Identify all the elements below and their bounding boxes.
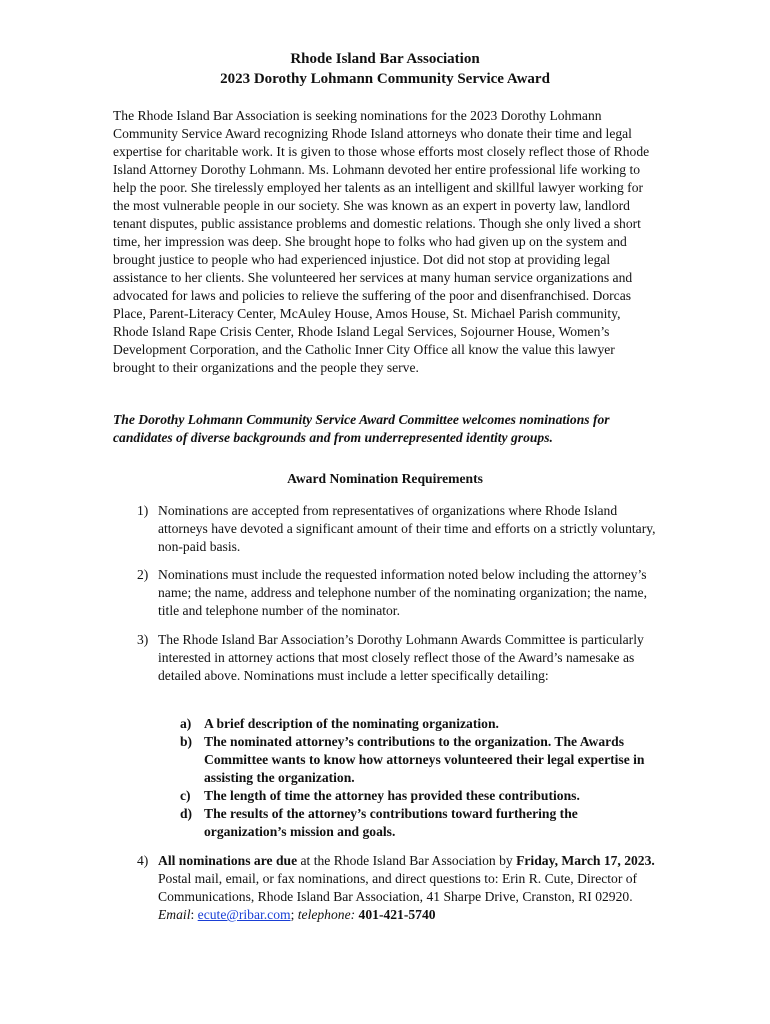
subitem-text: The nominated attorney’s contributions to the organization. The Awards Committee wants to know how attorneys volunteered their legal expertise in assisting the organization.: [204, 734, 645, 785]
due-text-a: at the Rhode Island Bar Association by: [297, 853, 517, 868]
subitem-text: The results of the attorney’s contributions toward furthering the organization’s mission and goals.: [204, 806, 578, 839]
due-date: Friday, March 17, 2023.: [516, 853, 655, 868]
org-title: Rhode Island Bar Association: [290, 51, 480, 67]
due-text-b: Postal mail, email, or fax nominations, and direct questions to: Erin R. Cute, Director of Communications, Rhode Island Bar Association, 41 Sharpe Drive, Cranston, RI 02920.: [158, 871, 638, 904]
requirement-item-3: [137, 631, 657, 685]
subitem-a: [180, 715, 660, 733]
requirement-item-4: [137, 852, 657, 924]
item-number: 3): [137, 632, 149, 647]
requirement-item-2: [137, 566, 657, 620]
telephone-label: telephone:: [297, 907, 356, 922]
item-text: Nominations must include the requested information noted below including the attorney’s name; the name, address and telephone number of the nominating organization; the name, title and telephone number of the nominator.: [158, 567, 647, 618]
item-text: Nominations are accepted from representatives of organizations where Rhode Island attorneys have devoted a significant amount of their time and efforts on a strictly voluntary, non-paid basis.: [158, 503, 656, 554]
telephone-number: 401-421-5740: [358, 907, 436, 922]
email-label: Email: [158, 907, 191, 922]
tel-sep: ;: [290, 907, 298, 922]
intro-paragraph: The Rhode Island Bar Association is seeking nominations for the 2023 Dorothy Lohmann Community Service Award recognizing Rhode Island attorneys who donate their time and legal expertise for charitable work. It is given to those whose efforts most closely reflect those of Rhode Island Attorney Dorothy Lohmann. Ms. Lohmann devoted her entire professional life working to help the poor. She tirelessly employed her talents as an intelligent and skillful lawyer working for the most vulnerable people in our society. She was known as an expert in poverty law, landlord tenant disputes, public assistance problems and domestic relations. Though she only lived a short time, her impression was deep. She brought hope to folks who had given up on the system and brought justice to people who had experienced injustice. Dot did not stop at providing legal assistance to her clients. She volunteered her services at many human service organizations and advocated for laws and policies to relieve the suffering of the poor and disenfranchised. Dorcas Place, Parent-Literacy Center, McAuley House, Amos House, St. Michael Parish community, Rhode Island Rape Crisis Center, Rhode Island Legal Services, Sojourner House, Women’s Development Corporation, and the Catholic Inner City Office all know the value this lawyer brought to their organizations and the people they serve.: [113, 108, 650, 375]
email-link[interactable]: ecute@ribar.com: [197, 907, 291, 922]
item-text: The Rhode Island Bar Association’s Dorothy Lohmann Awards Committee is particularly interested in attorney actions that most closely reflect those of the Award’s namesake as detailed above. Nominations must include a letter specifically detailing:: [158, 632, 644, 683]
subitem-letter: c): [180, 788, 191, 803]
email-sep: :: [190, 907, 198, 922]
item-number: 1): [137, 503, 149, 518]
requirement-item-1: [137, 502, 657, 556]
subitem-b: [180, 733, 660, 787]
item-text: [158, 852, 657, 924]
subitem-c: [180, 787, 660, 805]
item-number: 4): [137, 853, 149, 868]
subitem-text: A brief description of the nominating organization.: [204, 716, 499, 731]
subitem-text: The length of time the attorney has provided these contributions.: [204, 788, 580, 803]
due-lead: All nominations are due: [158, 853, 298, 868]
subitem-letter: d): [180, 806, 193, 821]
committee-statement: The Dorothy Lohmann Community Service Award Committee welcomes nominations for candidates of diverse backgrounds and from underrepresented identity groups.: [113, 412, 610, 445]
subitem-d: [180, 805, 660, 841]
award-title: 2023 Dorothy Lohmann Community Service Award: [220, 71, 550, 87]
subitem-letter: b): [180, 734, 193, 749]
subitem-letter: a): [180, 716, 192, 731]
item-number: 2): [137, 567, 149, 582]
requirements-heading: Award Nomination Requirements: [287, 471, 483, 486]
